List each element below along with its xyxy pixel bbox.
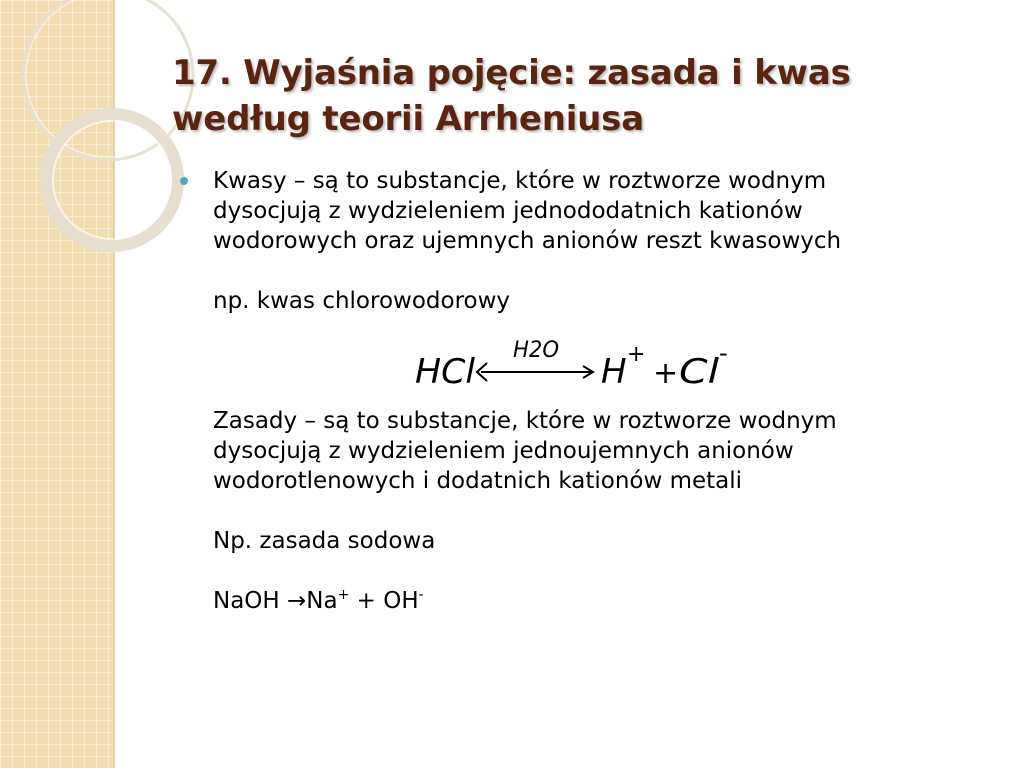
slide-title bbox=[172, 50, 992, 142]
base-equation bbox=[213, 586, 973, 616]
base-eq-cation-charge: + bbox=[337, 587, 350, 603]
acid-definition bbox=[213, 166, 973, 256]
acid-example-label: np. kwas chlorowodorowy bbox=[213, 288, 511, 314]
acid-definition-line: wodorowych oraz ujemnych anionów reszt kwasowych bbox=[213, 228, 842, 254]
slide-title-line-1: 17. Wyjaśnia pojęcie: zasada i kwas bbox=[172, 53, 851, 93]
base-eq-anion: OH bbox=[383, 588, 419, 614]
base-definition-line: dysocjują z wydzieleniem jednoujemnych anionów bbox=[213, 438, 794, 464]
acid-eq-product1-charge: + bbox=[627, 342, 646, 367]
acid-eq-product2-charge: - bbox=[719, 339, 728, 367]
bullet-dot-icon bbox=[180, 177, 188, 185]
base-definition-line: wodorotlenowych i dodatnich kationów metali bbox=[213, 468, 743, 494]
acid-eq-plus: + bbox=[653, 356, 679, 390]
acid-eq-product1: H bbox=[601, 352, 627, 390]
base-eq-anion-charge: - bbox=[418, 587, 424, 603]
base-eq-plus: + bbox=[349, 588, 384, 614]
base-definition bbox=[213, 406, 973, 496]
acid-definition-line: dysocjują z wydzieleniem jednododatnich kationów bbox=[213, 198, 803, 224]
decorative-ring-inner-highlight bbox=[53, 121, 171, 239]
decorative-rings bbox=[0, 0, 160, 320]
base-eq-reactant: NaOH bbox=[213, 588, 280, 614]
acid-eq-product2: Cl bbox=[679, 352, 720, 390]
base-definition-line: Zasady – są to substancje, które w roztworze wodnym bbox=[213, 408, 837, 434]
base-eq-arrow: → bbox=[287, 588, 307, 614]
base-eq-cation: Na bbox=[306, 588, 338, 614]
acid-eq-reactant: HCl bbox=[415, 352, 476, 390]
decorative-ring-inner bbox=[46, 114, 178, 246]
base-example-label: Np. zasada sodowa bbox=[213, 528, 436, 554]
acid-definition-line: Kwasy – są to substancje, które w roztworze wodnym bbox=[213, 168, 827, 194]
acid-eq-over-arrow: H2O bbox=[513, 338, 559, 363]
slide-title-line-2: według teorii Arrheniusa bbox=[172, 99, 644, 139]
acid-equation bbox=[415, 335, 745, 390]
